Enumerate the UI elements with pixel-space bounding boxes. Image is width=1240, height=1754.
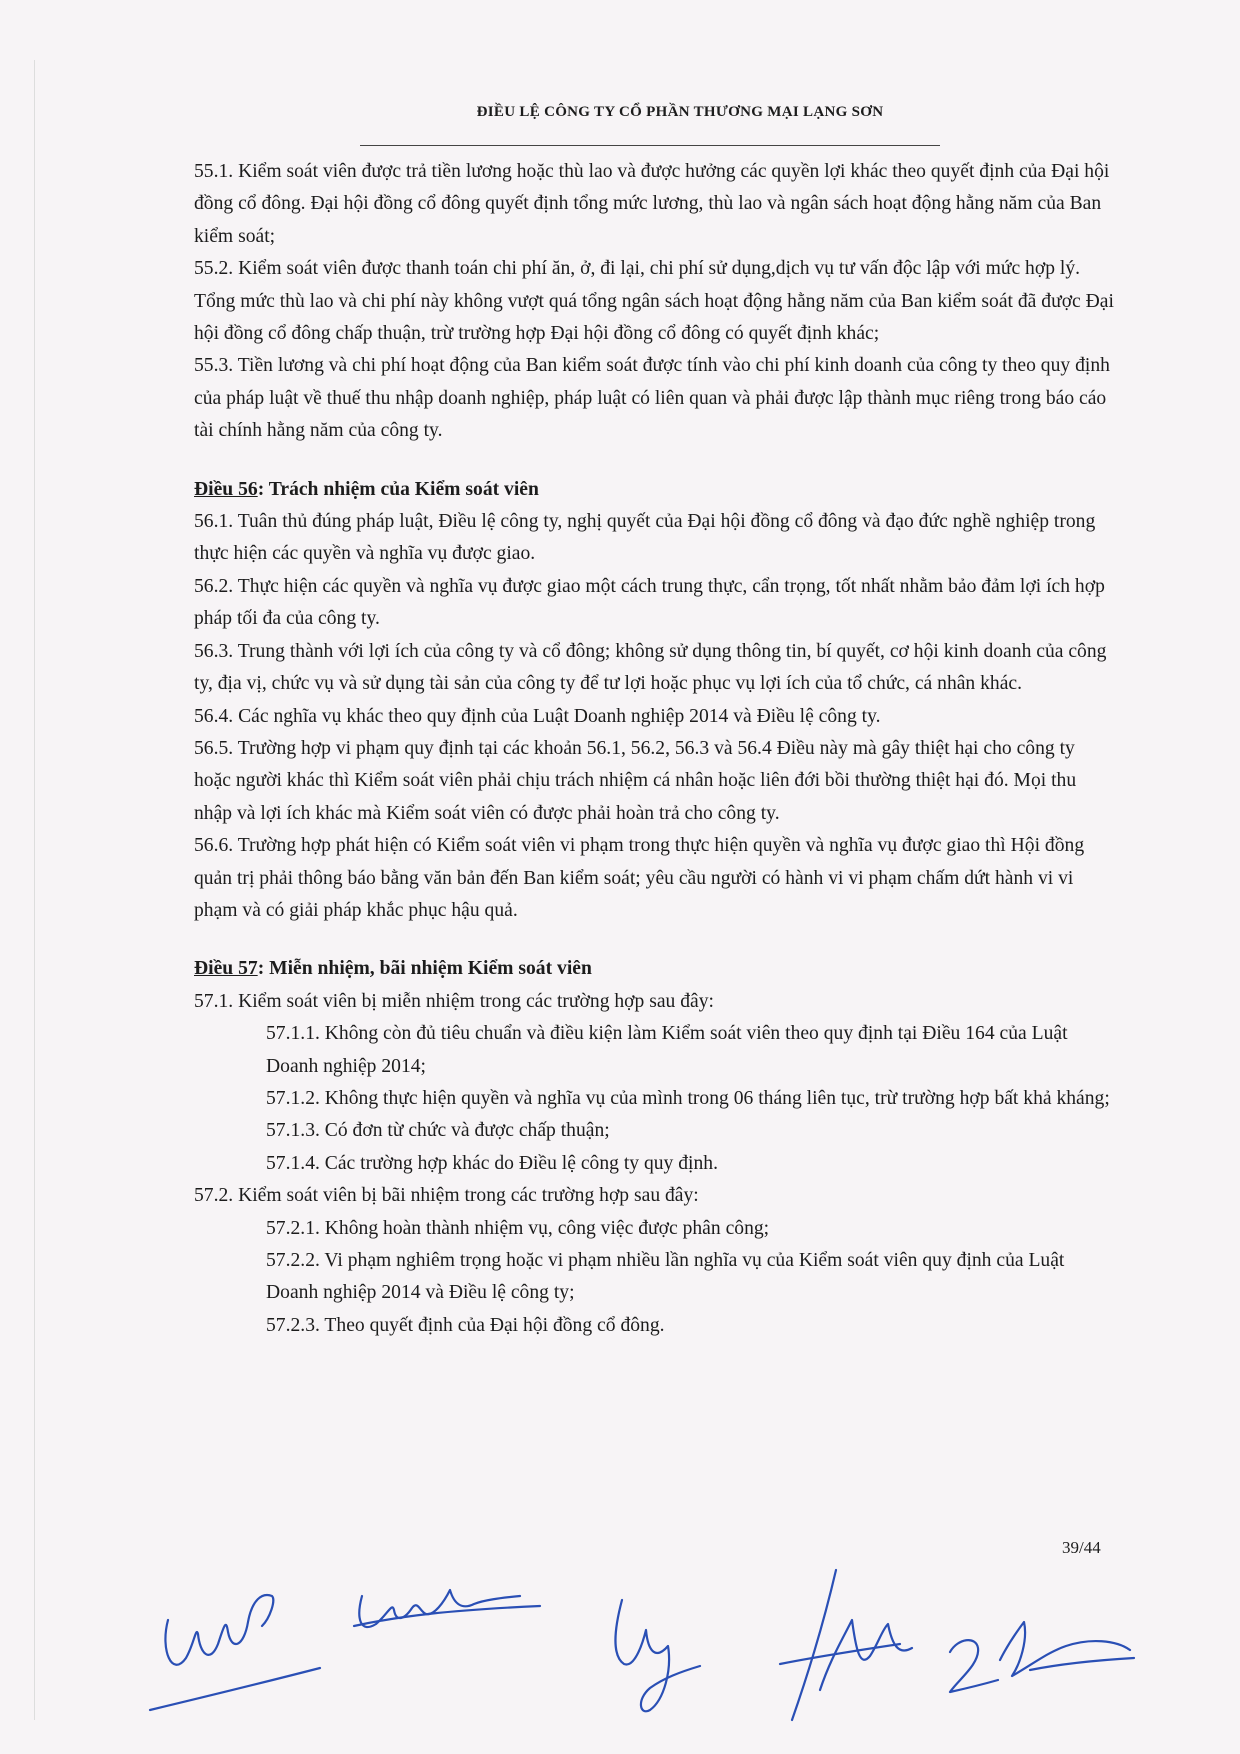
clause-56-5: 56.5. Trường hợp vi phạm quy định tại các khoản 56.1, 56.2, 56.3 và 56.4 Điều này mà gây thiệt hại cho công ty hoặc người khác thì Kiểm soát viên phải chịu trách nhiệm cá nhân hoặc liên đới bồi thường thiệt hại đó. Mọi thu nhập và lợi ích khác mà Kiểm soát viên có được phải hoàn trả cho công ty. xyxy=(194,737,1077,824)
clause-57-1: 57.1. Kiểm soát viên bị miễn nhiệm trong các trường hợp sau đây: xyxy=(194,990,714,1012)
header-divider xyxy=(360,145,940,146)
clause-56-6: 56.6. Trường hợp phát hiện có Kiểm soát viên vi phạm trong thực hiện quyền và nghĩa vụ được giao thì Hội đồng quản trị phải thông báo bằng văn bản đến Ban kiểm soát; yêu cầu người có hành vi vi phạm chấm dứt hành vi vi phạm và có giải pháp khắc phục hậu quả. xyxy=(194,835,1085,921)
signature-1 xyxy=(150,1595,320,1710)
article-57-title: : Miễn nhiệm, bãi nhiệm Kiểm soát viên xyxy=(257,958,592,980)
clause-57-1-2: 57.1.2. Không thực hiện quyền và nghĩa vụ của mình trong 06 tháng liên tục, trừ trường hợp bất khả kháng; xyxy=(266,1087,1110,1109)
clause-57-2: 57.2. Kiểm soát viên bị bãi nhiệm trong các trường hợp sau đây: xyxy=(194,1185,699,1207)
page-edge-shadow xyxy=(34,60,35,1720)
clause-57-2-3: 57.2.3. Theo quyết định của Đại hội đồng cổ đông. xyxy=(266,1314,665,1336)
page-number: 39/44 xyxy=(1062,1538,1101,1557)
signatures xyxy=(0,1560,1240,1754)
signature-4 xyxy=(780,1570,912,1720)
clause-57-1-1: 57.1.1. Không còn đủ tiêu chuẩn và điều kiện làm Kiểm soát viên theo quy định tại Điều 164 của Luật Doanh nghiệp 2014; xyxy=(266,1023,1068,1077)
clause-57-2-2: 57.2.2. Vi phạm nghiêm trọng hoặc vi phạm nhiều lần nghĩa vụ của Kiểm soát viên quy định của Luật Doanh nghiệp 2014 và Điều lệ công ty; xyxy=(266,1250,1065,1304)
document-body xyxy=(194,156,1116,1342)
clause-56-1: 56.1. Tuân thủ đúng pháp luật, Điều lệ công ty, nghị quyết của Đại hội đồng cổ đông và đạo đức nghề nghiệp trong thực hiện các quyền và nghĩa vụ được giao. xyxy=(194,511,1096,565)
article-56-heading xyxy=(194,474,1116,506)
article-57-heading xyxy=(194,953,1116,985)
clause-57-1-4: 57.1.4. Các trường hợp khác do Điều lệ công ty quy định. xyxy=(266,1152,718,1174)
clause-56-2: 56.2. Thực hiện các quyền và nghĩa vụ được giao một cách trung thực, cẩn trọng, tốt nhất nhằm bảo đảm lợi ích hợp pháp tối đa của công ty. xyxy=(194,575,1105,630)
clause-55-3: 55.3. Tiền lương và chi phí hoạt động của Ban kiểm soát được tính vào chi phí kinh doanh của công ty theo quy định của pháp luật về thuế thu nhập doanh nghiệp, pháp luật có liên quan và phải được lập thành mục riêng trong báo cáo tài chính hằng năm của công ty. xyxy=(194,355,1110,442)
signature-3 xyxy=(616,1600,701,1711)
page-header: ĐIỀU LỆ CÔNG TY CỔ PHẦN THƯƠNG MẠI LẠNG SƠN xyxy=(476,104,884,120)
clause-56-3: 56.3. Trung thành với lợi ích của công ty và cổ đông; không sử dụng thông tin, bí quyết, cơ hội kinh doanh của công ty, địa vị, chức vụ và sử dụng tài sản của công ty để tư lợi hoặc phục vụ lợi ích của tổ chức, cá nhân khác. xyxy=(194,640,1107,695)
article-57-label: Điều 57 xyxy=(194,958,258,980)
clause-56-4: 56.4. Các nghĩa vụ khác theo quy định của Luật Doanh nghiệp 2014 và Điều lệ công ty. xyxy=(194,705,881,727)
clause-55-2: 55.2. Kiểm soát viên được thanh toán chi phí ăn, ở, đi lại, chi phí sử dụng,dịch vụ tư vấn độc lập với mức hợp lý. Tổng mức thù lao và chi phí này không vượt quá tổng ngân sách hoạt động hằng năm của Ban kiểm soát đã được Đại hội đồng cổ đông chấp thuận, trừ trường hợp Đại hội đồng cổ đông có quyết định khác; xyxy=(194,258,1114,345)
signature-5 xyxy=(950,1622,1134,1692)
signature-2 xyxy=(354,1590,540,1627)
clause-55-1: 55.1. Kiểm soát viên được trả tiền lương hoặc thù lao và được hưởng các quyền lợi khác theo quyết định của Đại hội đồng cổ đông. Đại hội đồng cổ đông quyết định tổng mức lương, thù lao và ngân sách hoạt động hằng năm của Ban kiểm soát; xyxy=(194,161,1110,247)
clause-57-2-1: 57.2.1. Không hoàn thành nhiệm vụ, công việc được phân công; xyxy=(266,1217,770,1239)
article-56-label: Điều 56 xyxy=(194,478,258,500)
article-56-title: : Trách nhiệm của Kiểm soát viên xyxy=(257,478,539,500)
clause-57-1-3: 57.1.3. Có đơn từ chức và được chấp thuận; xyxy=(266,1120,610,1142)
